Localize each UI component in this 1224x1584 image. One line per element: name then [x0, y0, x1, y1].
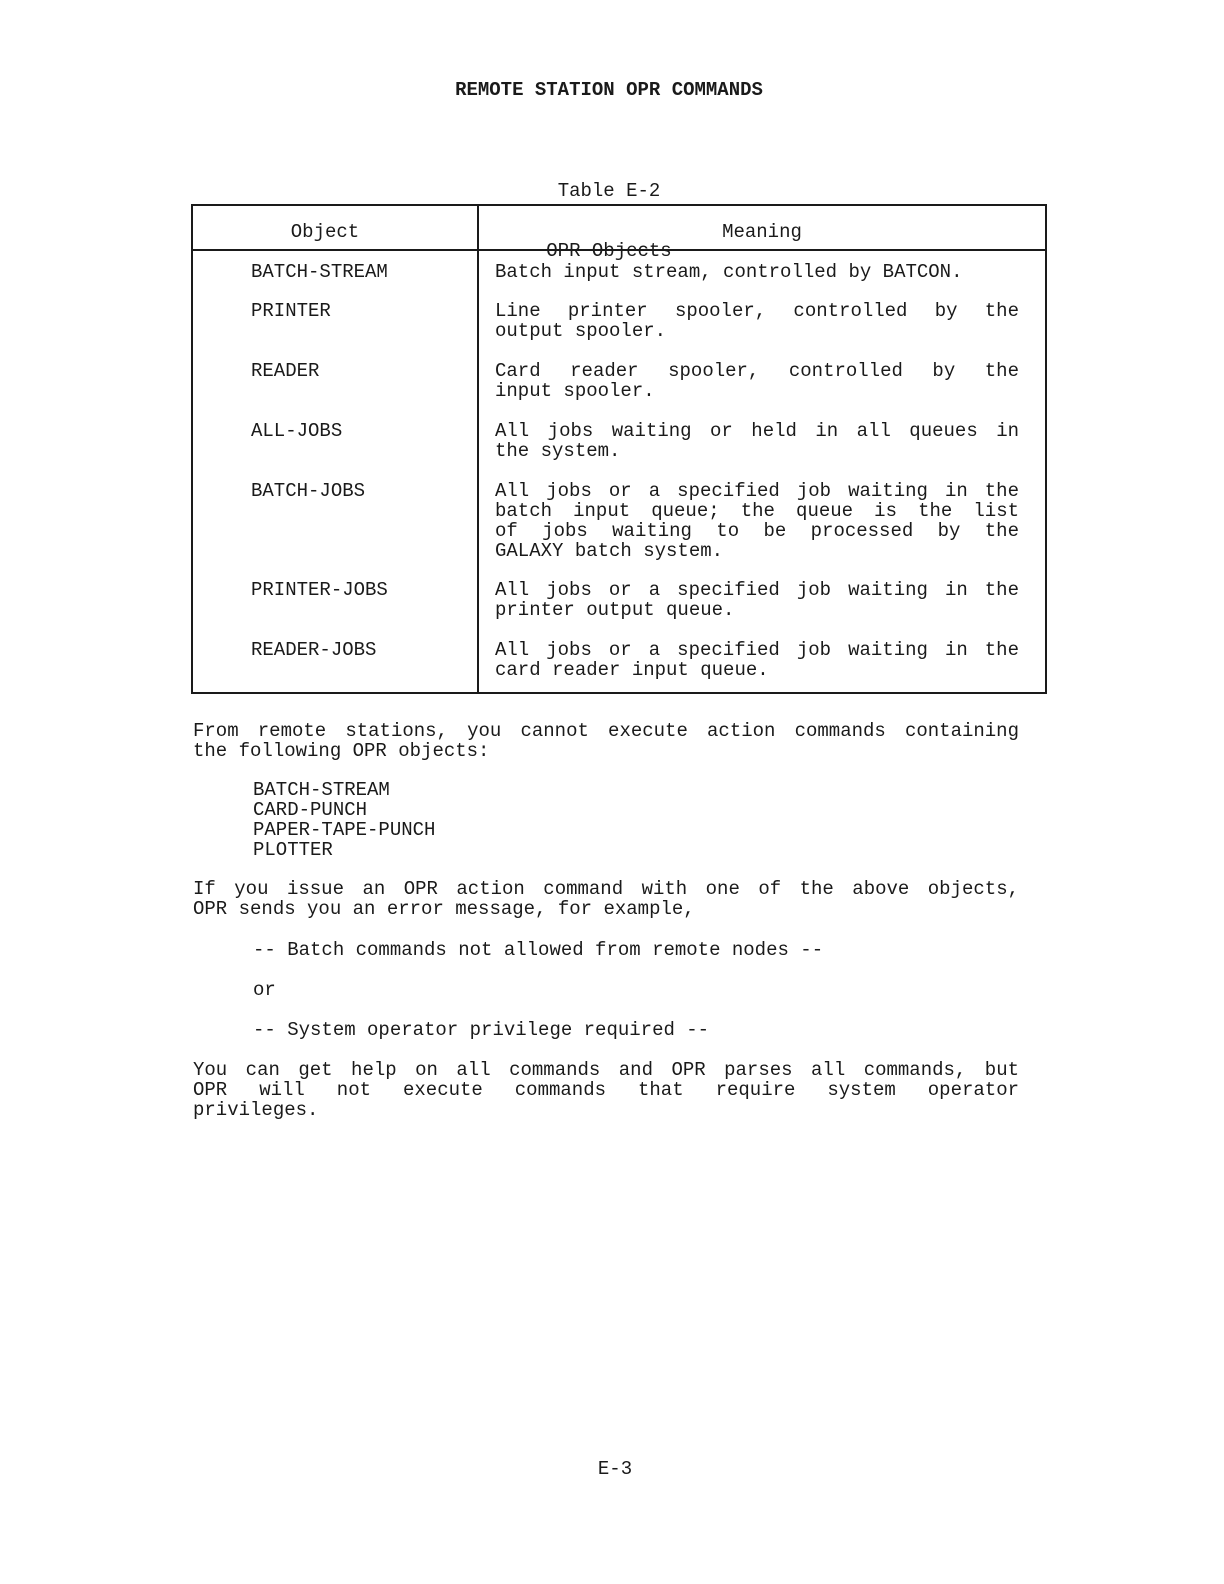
paragraph-line: OPR will not execute commands that require system operator	[193, 1079, 1019, 1101]
meaning-line: card reader input queue.	[495, 659, 769, 681]
object-name: READER	[251, 360, 320, 382]
or-separator: or	[253, 979, 276, 1001]
paragraph-line: the following OPR objects:	[193, 740, 490, 762]
page-number: E-3	[597, 1458, 633, 1480]
meaning-line: GALAXY batch system.	[495, 540, 724, 562]
object-name: BATCH-JOBS	[251, 480, 366, 502]
meaning-line: the system.	[495, 440, 621, 462]
paragraph-remote-restriction	[193, 721, 1019, 761]
paragraph-line: If you issue an OPR action command with one of the above objects,	[193, 878, 1019, 900]
object-meaning	[495, 262, 1019, 282]
restricted-objects-list	[253, 780, 435, 860]
meaning-line: All jobs or a specified job waiting in the	[495, 480, 1019, 502]
meaning-line: of jobs waiting to be processed by the	[495, 520, 1019, 542]
meaning-line: input spooler.	[495, 380, 655, 402]
table-title: OPR Objects	[546, 240, 672, 262]
object-meaning	[495, 421, 1019, 461]
meaning-line: Batch input stream, controlled by BATCON.	[495, 261, 963, 283]
meaning-line: batch input queue; the queue is the list	[495, 500, 1019, 522]
column-header-meaning: Meaning	[722, 221, 802, 243]
object-name: PRINTER	[251, 300, 331, 322]
meaning-line: printer output queue.	[495, 599, 735, 621]
opr-objects-table	[191, 204, 1047, 694]
column-divider	[477, 206, 479, 692]
paragraph-line: You can get help on all commands and OPR parses all commands, but	[193, 1059, 1019, 1081]
meaning-line: All jobs or a specified job waiting in the	[495, 579, 1019, 601]
object-meaning	[495, 301, 1019, 341]
list-item: CARD-PUNCH	[253, 799, 368, 821]
meaning-line: All jobs or a specified job waiting in the	[495, 639, 1019, 661]
object-meaning	[495, 481, 1019, 561]
object-meaning	[495, 361, 1019, 401]
list-item: PAPER-TAPE-PUNCH	[253, 819, 436, 841]
paragraph-line: OPR sends you an error message, for example,	[193, 898, 695, 920]
paragraph-error-message	[193, 879, 1019, 919]
list-item: PLOTTER	[253, 839, 333, 861]
page-header: REMOTE STATION OPR COMMANDS	[455, 79, 763, 101]
paragraph-help	[193, 1060, 1019, 1120]
error-example-batch: -- Batch commands not allowed from remote nodes --	[253, 939, 824, 961]
paragraph-line: privileges.	[193, 1099, 319, 1121]
meaning-line: output spooler.	[495, 320, 667, 342]
meaning-line: All jobs waiting or held in all queues in	[495, 420, 1019, 442]
object-meaning	[495, 580, 1019, 620]
meaning-line: Card reader spooler, controlled by the	[495, 360, 1019, 382]
table-number: Table E-2	[557, 180, 661, 202]
list-item: BATCH-STREAM	[253, 779, 390, 801]
error-example-privilege: -- System operator privilege required --	[253, 1019, 710, 1041]
column-header-object: Object	[290, 221, 360, 243]
paragraph-line: From remote stations, you cannot execute action commands containing	[193, 720, 1019, 742]
header-divider	[193, 249, 1045, 251]
object-name: READER-JOBS	[251, 639, 377, 661]
object-name: BATCH-STREAM	[251, 261, 388, 283]
object-name: PRINTER-JOBS	[251, 579, 388, 601]
meaning-line: Line printer spooler, controlled by the	[495, 300, 1019, 322]
object-meaning	[495, 640, 1019, 680]
object-name: ALL-JOBS	[251, 420, 343, 442]
